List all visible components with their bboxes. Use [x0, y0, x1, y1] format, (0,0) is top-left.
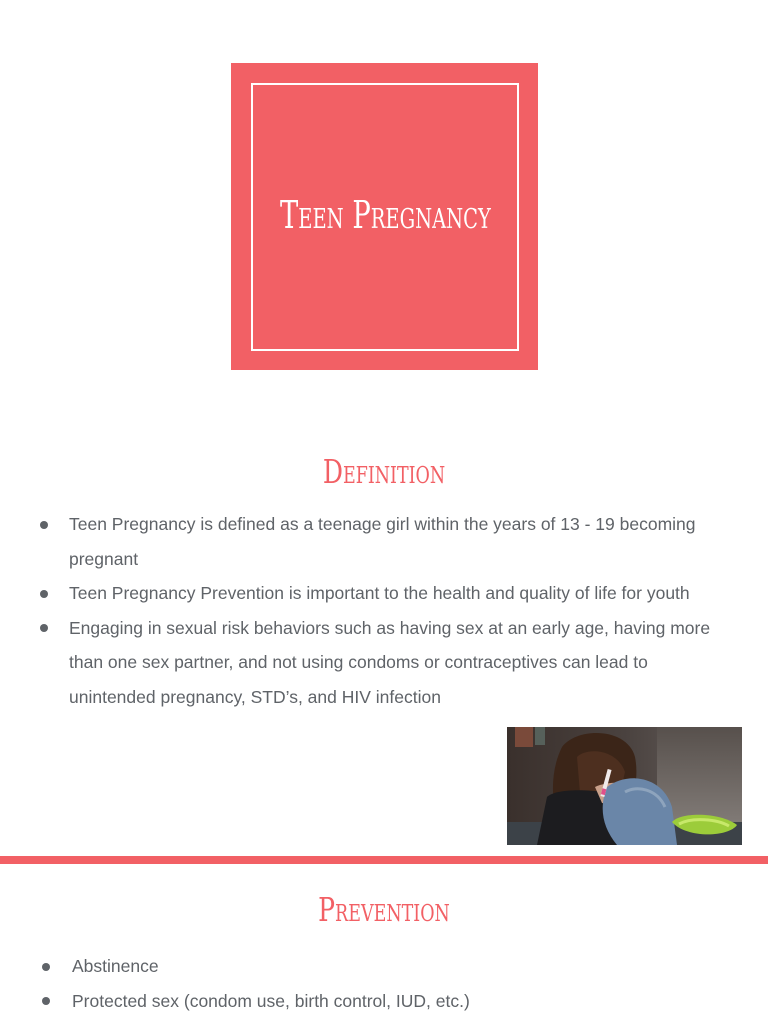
- page-title: Teen Pregnancy: [279, 193, 491, 237]
- definition-heading: Definition: [322, 452, 446, 491]
- definition-list: [40, 507, 730, 714]
- definition-item-text: Teen Pregnancy is defined as a teenage girl within the years of 13 - 19 becoming pregnant: [69, 514, 696, 569]
- prevention-item-text: Protected sex (condom use, birth control, IUD, etc.): [72, 990, 470, 1011]
- prevention-item: [42, 984, 732, 1019]
- definition-item-text: Engaging in sexual risk behaviors such as having sex at an early age, having more than one sex partner, and not using condoms or contraceptives can lead to unintended pregnancy, STD’s, and HIV infection: [69, 617, 711, 707]
- definition-item: [40, 611, 730, 715]
- title-card-frame: [251, 83, 519, 351]
- prevention-heading: Prevention: [318, 890, 450, 929]
- bullet-icon: [42, 963, 50, 971]
- definition-item: [40, 576, 730, 611]
- prevention-item: [42, 949, 732, 984]
- definition-item-text: Teen Pregnancy Prevention is important to the health and quality of life for youth: [69, 583, 690, 603]
- section-divider: [0, 856, 768, 864]
- bullet-icon: [40, 521, 48, 529]
- prevention-item-text: Abstinence: [72, 956, 159, 976]
- bullet-icon: [40, 624, 48, 632]
- teen-sitting-photo: [507, 727, 742, 845]
- definition-item: [40, 507, 730, 576]
- bullet-icon: [42, 997, 50, 1005]
- title-card: [231, 63, 538, 370]
- bullet-icon: [40, 590, 48, 598]
- prevention-list: [42, 949, 732, 1018]
